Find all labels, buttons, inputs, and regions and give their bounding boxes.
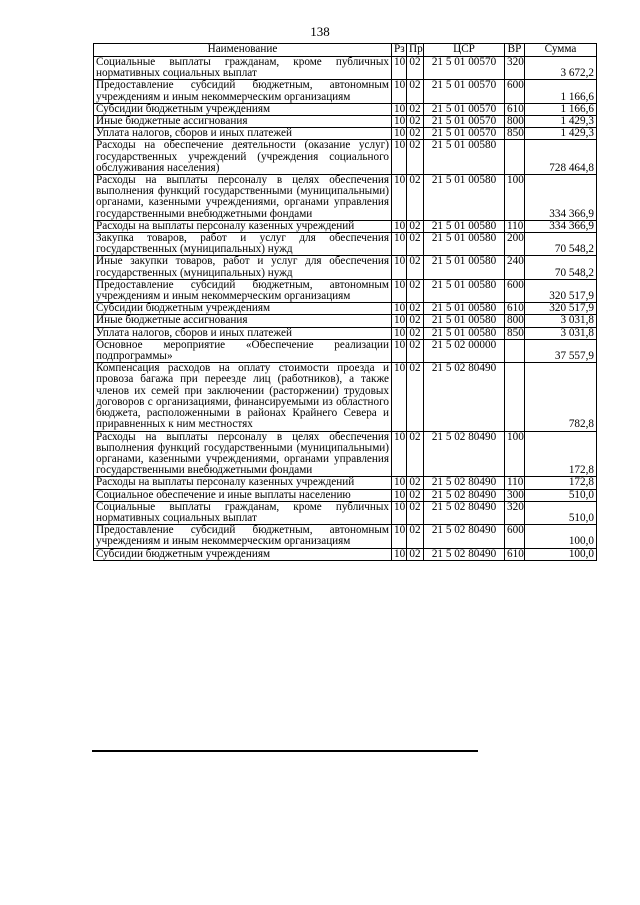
table-row [94,279,597,302]
row-csr: 21 5 01 00570 [424,57,505,80]
row-pr: 02 [407,80,424,103]
row-csr: 21 5 01 00580 [424,315,505,327]
table-row [94,116,597,128]
row-sum: 1 429,3 [525,116,597,128]
row-csr: 21 5 02 80490 [424,363,505,431]
table-row [94,80,597,103]
header-rz: Рз [392,44,407,57]
row-pr: 02 [407,525,424,548]
row-vr [505,363,525,431]
row-vr: 110 [505,477,525,489]
row-csr: 21 5 01 00580 [424,279,505,302]
row-csr: 21 5 01 00570 [424,116,505,128]
table-row [94,303,597,315]
table-row [94,140,597,175]
row-name: Субсидии бюджетным учреждениям [94,103,392,115]
row-sum: 334 366,9 [525,220,597,232]
table-row [94,175,597,221]
row-name: Предоставление субсидий бюджетным, автономным учреждениям и иным некоммерческим организациям [94,525,392,548]
row-rz: 10 [392,175,407,221]
row-csr: 21 5 01 00580 [424,327,505,339]
row-name: Предоставление субсидий бюджетным, автономным учреждениям и иным некоммерческим организациям [94,279,392,302]
row-sum: 1 166,6 [525,103,597,115]
header-vr: ВР [505,44,525,57]
row-rz: 10 [392,303,407,315]
row-rz: 10 [392,140,407,175]
row-sum: 320 517,9 [525,279,597,302]
row-rz: 10 [392,57,407,80]
page-number: 138 [310,24,330,39]
row-vr [505,140,525,175]
row-vr: 600 [505,279,525,302]
row-name: Иные закупки товаров, работ и услуг для обеспечения государственных (муниципальных) нужд [94,256,392,279]
row-vr: 600 [505,80,525,103]
row-vr: 610 [505,548,525,560]
row-name: Расходы на обеспечение деятельности (оказание услуг) государственных учреждений (учреждения социального обслуживания населения) [94,140,392,175]
row-rz: 10 [392,116,407,128]
row-rz: 10 [392,489,407,501]
row-sum: 3 031,8 [525,315,597,327]
row-csr: 21 5 01 00580 [424,233,505,256]
footer-divider [92,750,478,752]
row-rz: 10 [392,256,407,279]
row-rz: 10 [392,128,407,140]
table-row [94,525,597,548]
row-rz: 10 [392,548,407,560]
row-pr: 02 [407,279,424,302]
row-pr: 02 [407,128,424,140]
row-pr: 02 [407,220,424,232]
row-csr: 21 5 02 00000 [424,339,505,362]
row-vr: 100 [505,175,525,221]
row-pr: 02 [407,140,424,175]
table-row [94,489,597,501]
row-csr: 21 5 02 80490 [424,431,505,477]
row-pr: 02 [407,57,424,80]
row-sum: 70 548,2 [525,233,597,256]
row-rz: 10 [392,279,407,302]
row-name: Социальное обеспечение и иные выплаты населению [94,489,392,501]
table-row [94,256,597,279]
row-pr: 02 [407,339,424,362]
row-csr: 21 5 01 00570 [424,80,505,103]
row-csr: 21 5 01 00580 [424,140,505,175]
row-sum: 70 548,2 [525,256,597,279]
row-pr: 02 [407,233,424,256]
row-sum: 3 672,2 [525,57,597,80]
table-row [94,327,597,339]
row-name: Субсидии бюджетным учреждениям [94,548,392,560]
table-row [94,128,597,140]
table-row [94,103,597,115]
row-csr: 21 5 01 00580 [424,220,505,232]
table-row [94,363,597,431]
row-name: Иные бюджетные ассигнования [94,116,392,128]
table-row [94,220,597,232]
row-vr: 240 [505,256,525,279]
header-csr: ЦСР [424,44,505,57]
row-vr: 110 [505,220,525,232]
row-vr: 800 [505,116,525,128]
header-sum: Сумма [525,44,597,57]
budget-table [93,43,597,561]
row-name: Уплата налогов, сборов и иных платежей [94,327,392,339]
row-name: Иные бюджетные ассигнования [94,315,392,327]
row-rz: 10 [392,220,407,232]
row-sum: 100,0 [525,525,597,548]
row-pr: 02 [407,363,424,431]
row-pr: 02 [407,256,424,279]
row-name: Социальные выплаты гражданам, кроме публичных нормативных социальных выплат [94,57,392,80]
row-name: Предоставление субсидий бюджетным, автономным учреждениям и иным некоммерческим организациям [94,80,392,103]
table-row [94,315,597,327]
row-sum: 334 366,9 [525,175,597,221]
row-vr: 610 [505,303,525,315]
row-sum: 100,0 [525,548,597,560]
row-csr: 21 5 01 00580 [424,175,505,221]
table-header-row [94,44,597,57]
row-csr: 21 5 02 80490 [424,525,505,548]
row-csr: 21 5 02 80490 [424,548,505,560]
table-row [94,339,597,362]
row-sum: 1 429,3 [525,128,597,140]
row-sum: 1 166,6 [525,80,597,103]
table-row [94,57,597,80]
row-name: Компенсация расходов на оплату стоимости проезда и провоза багажа при переезде лиц (работников), а также членов их семей при заключении (расторжении) трудовых договоров с организациями, финансируемыми из областного бюджета, расположенными в районах Крайнего Севера и приравненных к ним местностях [94,363,392,431]
row-rz: 10 [392,103,407,115]
row-rz: 10 [392,339,407,362]
row-vr: 200 [505,233,525,256]
row-rz: 10 [392,233,407,256]
row-vr: 850 [505,128,525,140]
row-pr: 02 [407,116,424,128]
table-row [94,431,597,477]
row-name: Расходы на выплаты персоналу казенных учреждений [94,220,392,232]
row-vr: 320 [505,57,525,80]
row-sum: 172,8 [525,477,597,489]
header-name: Наименование [94,44,392,57]
row-pr: 02 [407,327,424,339]
row-vr: 320 [505,501,525,524]
row-vr: 600 [505,525,525,548]
row-sum: 3 031,8 [525,327,597,339]
row-sum: 172,8 [525,431,597,477]
row-sum: 728 464,8 [525,140,597,175]
header-pr: Пр [407,44,424,57]
row-sum: 782,8 [525,363,597,431]
row-csr: 21 5 02 80490 [424,501,505,524]
row-rz: 10 [392,431,407,477]
row-csr: 21 5 02 80490 [424,489,505,501]
table-body [94,57,597,561]
row-rz: 10 [392,80,407,103]
row-name: Субсидии бюджетным учреждениям [94,303,392,315]
row-pr: 02 [407,501,424,524]
row-pr: 02 [407,315,424,327]
row-name: Расходы на выплаты персоналу в целях обеспечения выполнения функций государственными (муниципальными) органами, казенными учреждениями, органами управления государственными внебюджетными фондами [94,175,392,221]
table-row [94,548,597,560]
table-row [94,233,597,256]
row-pr: 02 [407,548,424,560]
row-vr: 300 [505,489,525,501]
row-pr: 02 [407,303,424,315]
row-pr: 02 [407,103,424,115]
row-name: Социальные выплаты гражданам, кроме публичных нормативных социальных выплат [94,501,392,524]
row-pr: 02 [407,477,424,489]
row-vr: 100 [505,431,525,477]
row-rz: 10 [392,363,407,431]
row-sum: 510,0 [525,501,597,524]
row-rz: 10 [392,327,407,339]
row-vr: 850 [505,327,525,339]
row-rz: 10 [392,315,407,327]
row-pr: 02 [407,489,424,501]
row-csr: 21 5 01 00570 [424,103,505,115]
row-name: Уплата налогов, сборов и иных платежей [94,128,392,140]
table-row [94,501,597,524]
row-pr: 02 [407,175,424,221]
row-pr: 02 [407,431,424,477]
table-row [94,477,597,489]
row-name: Расходы на выплаты персоналу в целях обеспечения выполнения функций государственными (муниципальными) органами, казенными учреждениями, органами управления государственными внебюджетными фондами [94,431,392,477]
row-sum: 320 517,9 [525,303,597,315]
row-rz: 10 [392,477,407,489]
row-name: Основное мероприятие «Обеспечение реализации подпрограммы» [94,339,392,362]
row-name: Расходы на выплаты персоналу казенных учреждений [94,477,392,489]
row-vr: 610 [505,103,525,115]
row-vr: 800 [505,315,525,327]
row-sum: 510,0 [525,489,597,501]
row-rz: 10 [392,501,407,524]
row-vr [505,339,525,362]
row-sum: 37 557,9 [525,339,597,362]
row-rz: 10 [392,525,407,548]
row-csr: 21 5 01 00580 [424,303,505,315]
row-name: Закупка товаров, работ и услуг для обеспечения государственных (муниципальных) нужд [94,233,392,256]
row-csr: 21 5 02 80490 [424,477,505,489]
row-csr: 21 5 01 00570 [424,128,505,140]
row-csr: 21 5 01 00580 [424,256,505,279]
